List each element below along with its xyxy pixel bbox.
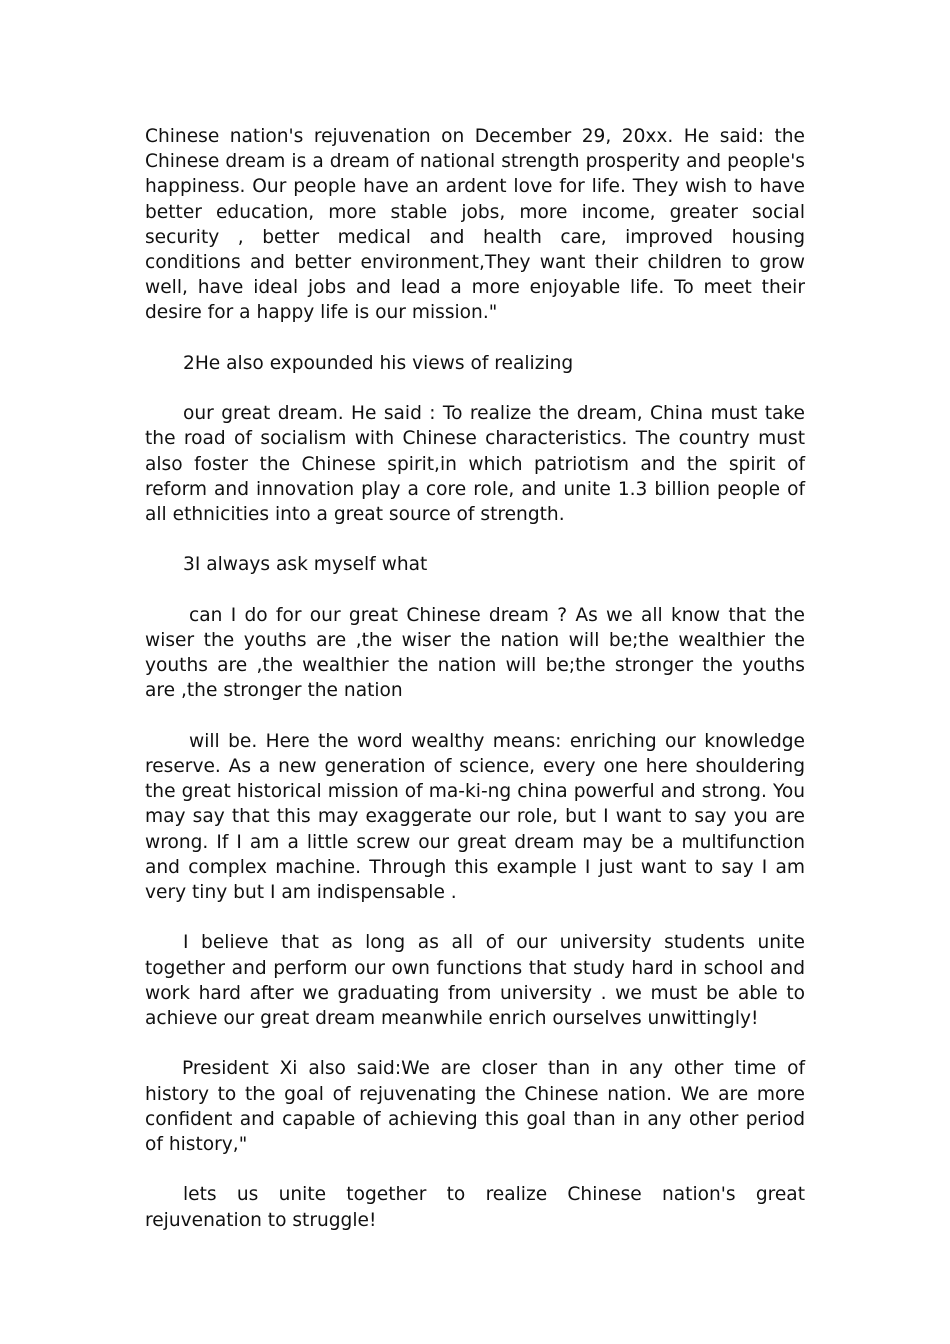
paragraph-8: President Xi also said:We are closer than in any other time of history to the goal of rejuvenating the Chinese nation. We are more confident and capable of achieving this goal than in any other period of history," (145, 1058, 805, 1156)
paragraph-4: 3I always ask myself what (183, 554, 428, 576)
paragraph-7: I believe that as long as all of our university students unite together and perform our own functions that study hard in school and work hard after we graduating from university . we must be able to achieve our great dream meanwhile enrich ourselves unwittingly! (145, 932, 805, 1030)
paragraph-2: 2He also expounded his views of realizing (183, 352, 574, 374)
paragraph-3: our great dream. He said : To realize the dream, China must take the road of socialism with Chinese characteristics. The country must also foster the Chinese spirit,in which patriotism and the spirit of reform and innovation play a core role, and unite 1.3 billion people of all ethnicities into a great source of strength. (145, 403, 805, 526)
paragraph-9: lets us unite together to realize Chinese nation's great rejuvenation to struggle! (145, 1184, 805, 1231)
paragraph-1: Chinese nation's rejuvenation on December 29, 20xx. He said: the Chinese dream is a dream of national strength prosperity and people's happiness. Our people have an ardent love for life. They wish to have better education, more stable jobs, more income, greater social security , better medical and health care, improved housing conditions and better environment,They want their children to grow well, have ideal jobs and lead a more enjoyable life. To meet their desire for a happy life is our mission." (145, 126, 805, 324)
paragraph-5: can I do for our great Chinese dream ? As we all know that the wiser the youths are ,the wiser the nation will be;the wealthier the youths are ,the wealthier the nation will be;the stronger the youths are ,the stronger the nation (145, 604, 805, 702)
document-page (145, 124, 805, 1258)
paragraph-6: will be. Here the word wealthy means: enriching our knowledge reserve. As a new generation of science, every one here shouldering the great historical mission of ma-ki-ng china powerful and strong. You may say that this may exaggerate our role, but I want to say you are wrong. If I am a little screw our great dream may be a multifunction and complex machine. Through this example I just want to say I am very tiny but I am indispensable . (145, 730, 805, 904)
